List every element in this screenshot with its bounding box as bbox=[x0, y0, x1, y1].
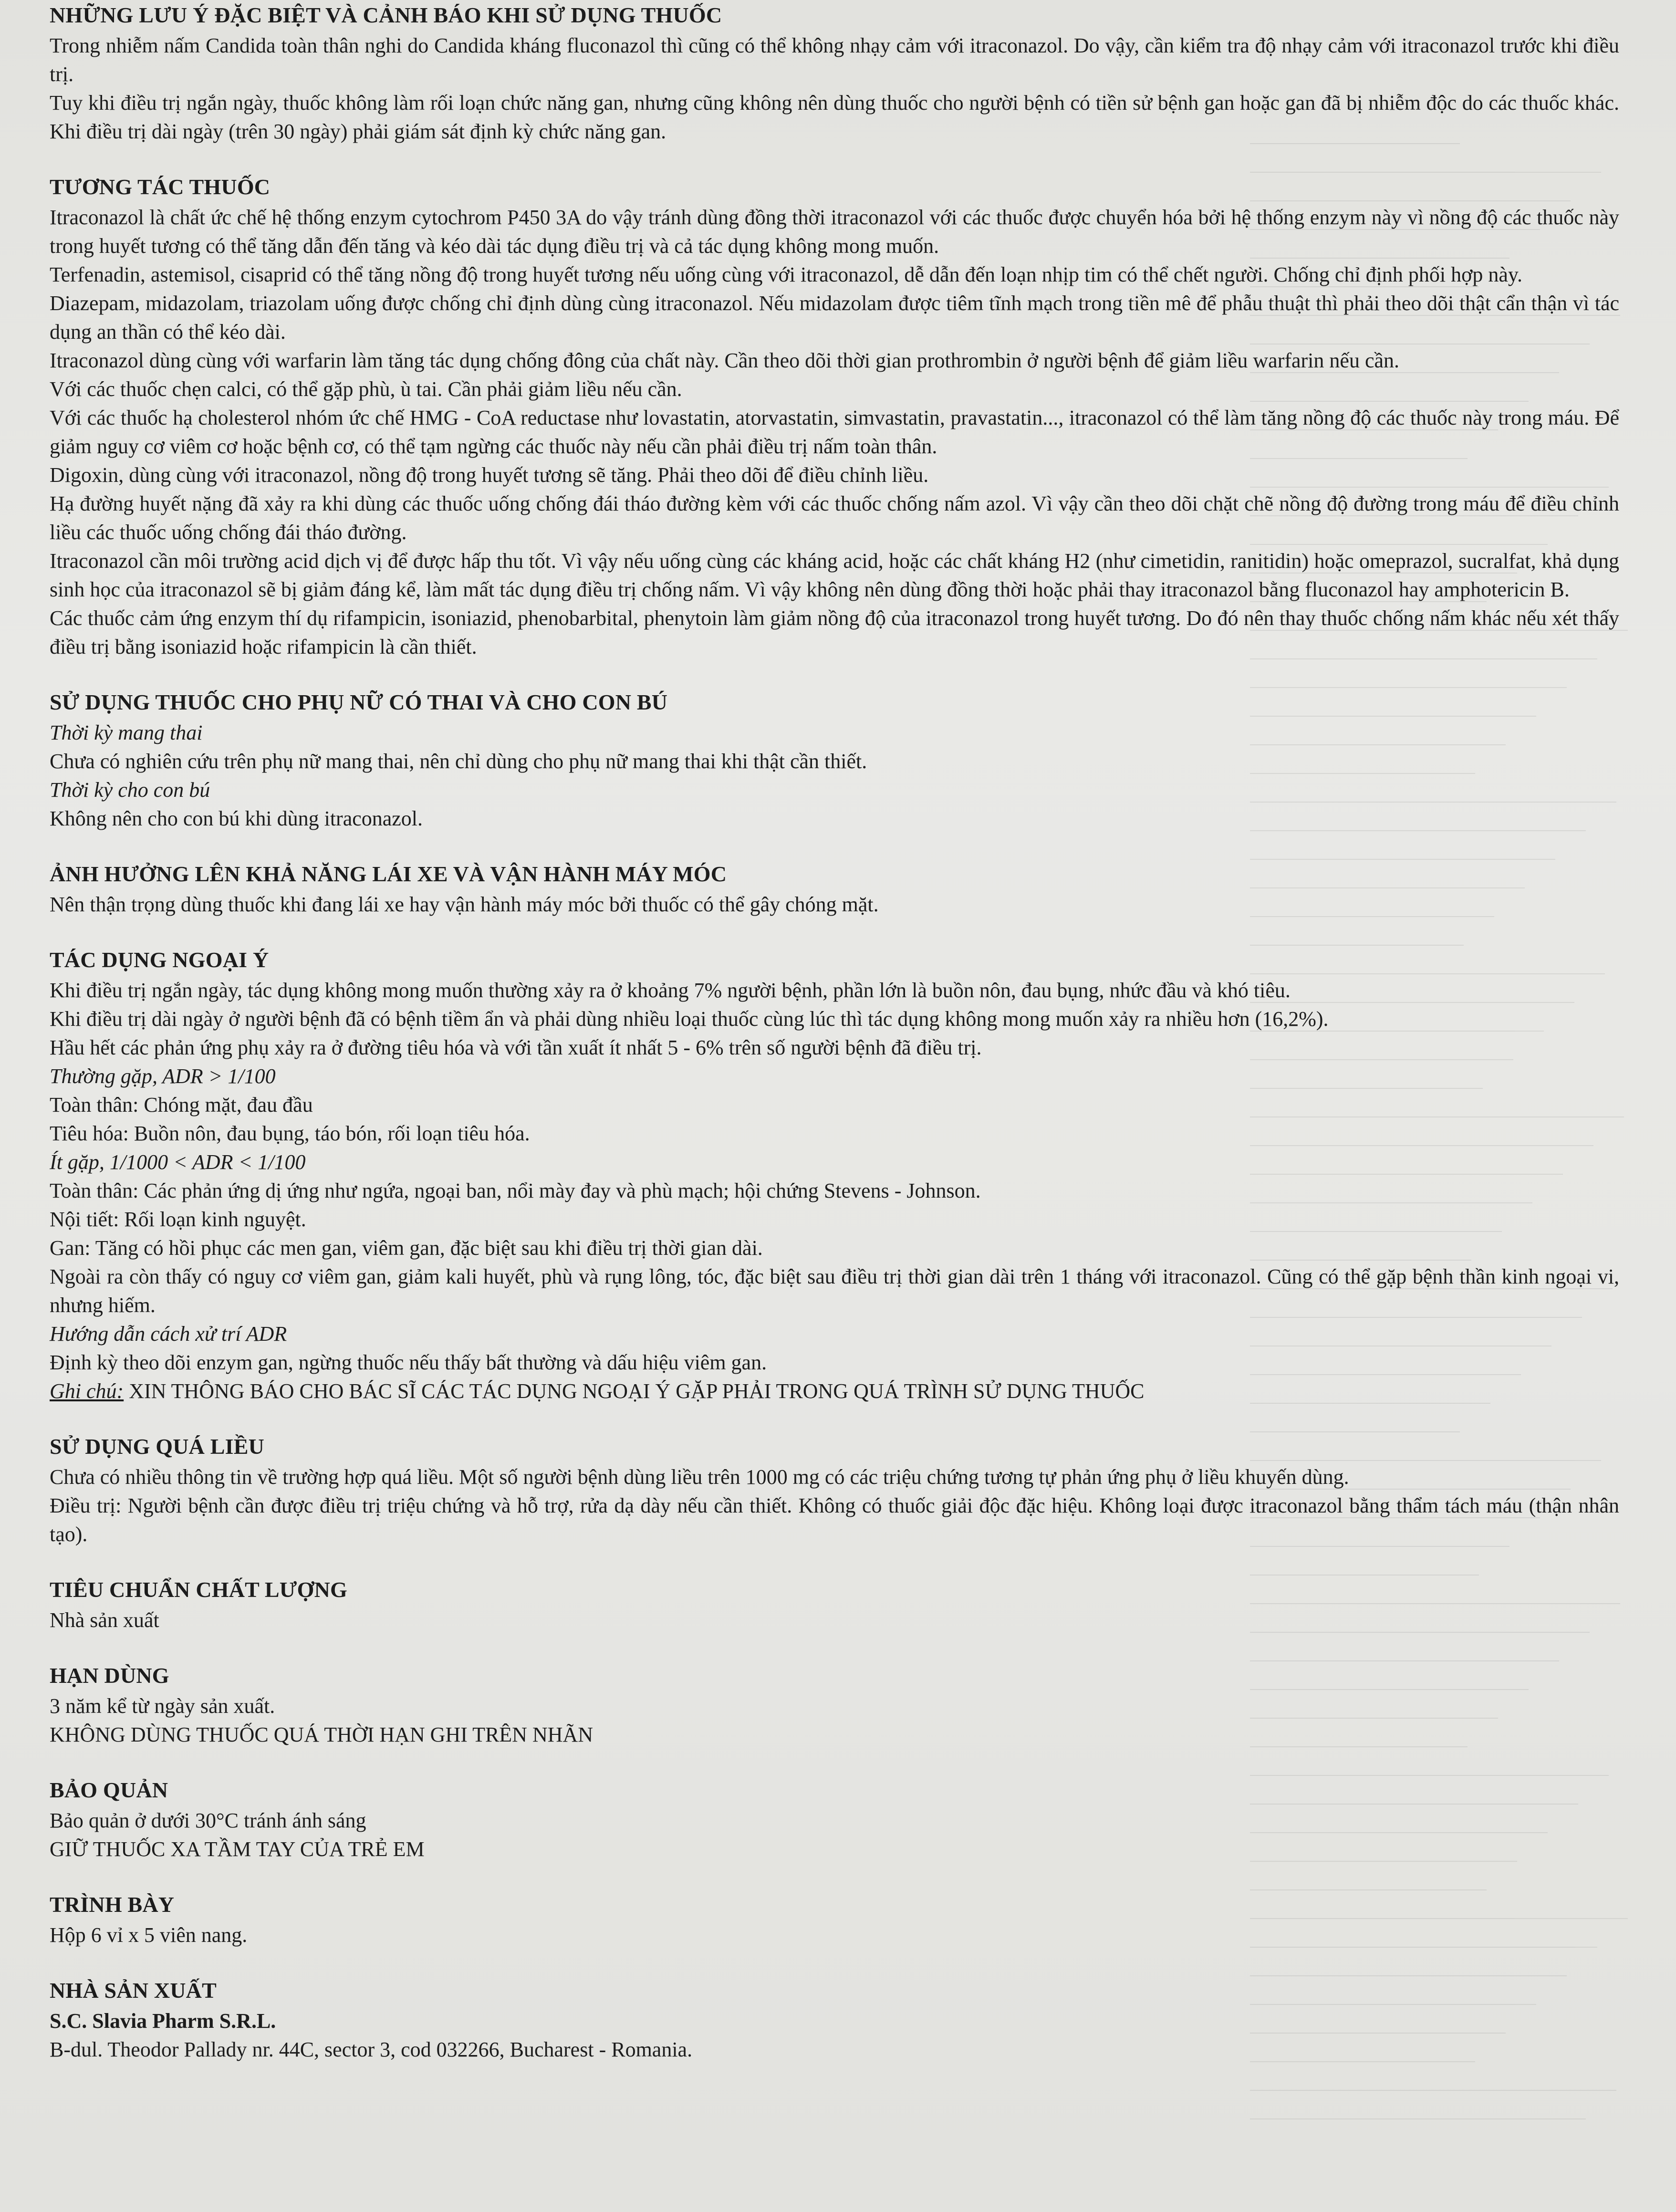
paragraph: Khi điều trị ngắn ngày, tác dụng không mong muốn thường xảy ra ở khoảng 7% người bệnh, phần lớn là buồn nôn, đau bụng, nhức đầu và khó tiêu. bbox=[50, 979, 1291, 1002]
paragraph: Toàn thân: Các phản ứng dị ứng như ngứa, ngoại ban, nổi mày đay và phù mạch; hội chứng Stevens - Johnson. bbox=[50, 1179, 981, 1202]
section-special-warnings bbox=[50, 2, 1619, 146]
section-drug-interactions bbox=[50, 174, 1619, 661]
manufacturer-address: B-dul. Theodor Pallady nr. 44C, sector 3, cod 032266, Bucharest - Romania. bbox=[50, 2038, 693, 2061]
paragraph: 3 năm kể từ ngày sản xuất. bbox=[50, 1694, 275, 1718]
paragraph: Itraconazol dùng cùng với warfarin làm tăng tác dụng chống đông của chất này. Cần theo dõi thời gian prothrombin ở người bệnh để giảm liều warfarin nếu cần. bbox=[50, 349, 1399, 372]
paragraph: Diazepam, midazolam, triazolam uống được chống chỉ định dùng cùng itraconazol. Nếu midazolam được tiêm tĩnh mạch trong tiền mê để phẫu thuật thì phải theo dõi thật cẩn thận vì tác dụng an thần có thể kéo dài. bbox=[50, 292, 1619, 344]
section-storage bbox=[50, 1777, 1619, 1864]
section-adverse-effects bbox=[50, 947, 1619, 1406]
section-heading: NHÀ SẢN XUẤT bbox=[50, 1978, 217, 2003]
paragraph: Digoxin, dùng cùng với itraconazol, nồng độ trong huyết tương sẽ tăng. Phải theo dõi để điều chỉnh liều. bbox=[50, 463, 929, 487]
section-driving bbox=[50, 861, 1619, 919]
paragraph: GIỮ THUỐC XA TẦM TAY CỦA TRẺ EM bbox=[50, 1837, 425, 1861]
paragraph: Định kỳ theo dõi enzym gan, ngừng thuốc nếu thấy bất thường và dấu hiệu viêm gan. bbox=[50, 1351, 767, 1374]
section-manufacturer bbox=[50, 1977, 1619, 2064]
paragraph: Nên thận trọng dùng thuốc khi đang lái xe hay vận hành máy móc bởi thuốc có thể gây chóng mặt. bbox=[50, 893, 879, 916]
section-heading: TIÊU CHUẨN CHẤT LƯỢNG bbox=[50, 1577, 347, 1602]
paragraph: Với các thuốc chẹn calci, có thể gặp phù, ù tai. Cần phải giảm liều nếu cần. bbox=[50, 377, 682, 401]
subheading: Ít gặp, 1/1000 < ADR < 1/100 bbox=[50, 1150, 306, 1174]
paragraph: KHÔNG DÙNG THUỐC QUÁ THỜI HẠN GHI TRÊN NHÃN bbox=[50, 1723, 593, 1746]
manufacturer-name: S.C. Slavia Pharm S.R.L. bbox=[50, 2009, 276, 2033]
paragraph: Trong nhiễm nấm Candida toàn thân nghi do Candida kháng fluconazol thì cũng có thể không nhạy cảm với itraconazol. Do vậy, cần kiểm tra độ nhạy cảm với itraconazol trước khi điều trị. bbox=[50, 34, 1619, 86]
section-heading: SỬ DỤNG THUỐC CHO PHỤ NỮ CÓ THAI VÀ CHO CON BÚ bbox=[50, 690, 668, 714]
paragraph: Itraconazol cần môi trường acid dịch vị để được hấp thu tốt. Vì vậy nếu uống cùng các kháng acid, hoặc các chất kháng H2 (như cimetidin, ranitidin) hoặc omeprazol, sucralfat, khả dụng sinh học của itraconazol sẽ bị giảm đáng kể, làm mất tác dụng điều trị chống nấm. Vì vậy không nên dùng đồng thời hoặc phải thay itraconazol bằng fluconazol hay amphotericin B. bbox=[50, 549, 1619, 601]
section-heading: TRÌNH BÀY bbox=[50, 1892, 175, 1917]
paragraph: Điều trị: Người bệnh cần được điều trị triệu chứng và hỗ trợ, rửa dạ dày nếu cần thiết. Không có thuốc giải độc đặc hiệu. Không loại được itraconazol bằng thẩm tách máu (thận nhân tạo). bbox=[50, 1494, 1619, 1546]
section-heading: TÁC DỤNG NGOẠI Ý bbox=[50, 948, 269, 972]
section-heading: BẢO QUẢN bbox=[50, 1778, 168, 1802]
paragraph: Itraconazol là chất ức chế hệ thống enzym cytochrom P450 3A do vậy tránh dùng đồng thời itraconazol với các thuốc được chuyển hóa bởi hệ thống enzym này vì nồng độ các thuốc này trong huyết tương có thể tăng dẫn đến tăng và kéo dài tác dụng điều trị và cả tác dụng không mong muốn. bbox=[50, 206, 1619, 258]
section-heading: NHỮNG LƯU Ý ĐẶC BIỆT VÀ CẢNH BÁO KHI SỬ DỤNG THUỐC bbox=[50, 3, 722, 27]
paragraph: Tuy khi điều trị ngắn ngày, thuốc không làm rối loạn chức năng gan, nhưng cũng không nên dùng thuốc cho người bệnh có tiền sử bệnh gan hoặc gan đã bị nhiễm độc do các thuốc khác. Khi điều trị dài ngày (trên 30 ngày) phải giám sát định kỳ chức năng gan. bbox=[50, 91, 1619, 143]
paragraph: Terfenadin, astemisol, cisaprid có thể tăng nồng độ trong huyết tương nếu uống cùng với itraconazol, dễ dẫn đến loạn nhịp tim có thể chết người. Chống chỉ định phối hợp này. bbox=[50, 263, 1523, 286]
paragraph: Hầu hết các phản ứng phụ xảy ra ở đường tiêu hóa và với tần xuất ít nhất 5 - 6% trên số người bệnh đã điều trị. bbox=[50, 1036, 982, 1059]
paragraph: Hạ đường huyết nặng đã xảy ra khi dùng các thuốc uống chống đái tháo đường kèm với các thuốc chống nấm azol. Vì vậy cần theo dõi chặt chẽ nồng độ đường trong máu để điều chỉnh liều các thuốc uống chống đái tháo đường. bbox=[50, 492, 1619, 544]
paragraph: Ngoài ra còn thấy có nguy cơ viêm gan, giảm kali huyết, phù và rụng lông, tóc, đặc biệt sau điều trị thời gian dài trên 1 tháng với itraconazol. Cũng có thể gặp bệnh thần kinh ngoại vi, nhưng hiếm. bbox=[50, 1265, 1619, 1317]
note-text: XIN THÔNG BÁO CHO BÁC SĨ CÁC TÁC DỤNG NGOẠI Ý GẶP PHẢI TRONG QUÁ TRÌNH SỬ DỤNG THUỐC bbox=[124, 1379, 1145, 1403]
paragraph: Khi điều trị dài ngày ở người bệnh đã có bệnh tiềm ẩn và phải dùng nhiều loại thuốc cùng lúc thì tác dụng không mong muốn xảy ra nhiều hơn (16,2%). bbox=[50, 1007, 1329, 1031]
section-pregnancy-lactation bbox=[50, 689, 1619, 833]
subheading: Thời kỳ cho con bú bbox=[50, 778, 210, 802]
paragraph: Với các thuốc hạ cholesterol nhóm ức chế HMG - CoA reductase như lovastatin, atorvastatin, simvastatin, pravastatin..., itraconazol có thể làm tăng nồng độ các thuốc này trong máu. Để giảm nguy cơ viêm cơ hoặc bệnh cơ, có thể tạm ngừng các thuốc này nếu cần phải điều trị nấm toàn thân. bbox=[50, 406, 1619, 458]
section-overdose bbox=[50, 1433, 1619, 1549]
paragraph: Nhà sản xuất bbox=[50, 1608, 159, 1632]
section-heading: HẠN DÙNG bbox=[50, 1663, 169, 1688]
paragraph: Chưa có nghiên cứu trên phụ nữ mang thai, nên chỉ dùng cho phụ nữ mang thai khi thật cần thiết. bbox=[50, 750, 867, 773]
paragraph: Chưa có nhiều thông tin về trường hợp quá liều. Một số người bệnh dùng liều trên 1000 mg có các triệu chứng tương tự phản ứng phụ ở liều khuyến dùng. bbox=[50, 1465, 1349, 1489]
section-presentation bbox=[50, 1891, 1619, 1950]
paragraph: Không nên cho con bú khi dùng itraconazol. bbox=[50, 807, 423, 830]
section-heading: ẢNH HƯỞNG LÊN KHẢ NĂNG LÁI XE VÀ VẬN HÀNH MÁY MÓC bbox=[50, 862, 727, 886]
show-through-line bbox=[1250, 2118, 1586, 2119]
paragraph: Các thuốc cảm ứng enzym thí dụ rifampicin, isoniazid, phenobarbital, phenytoin làm giảm nồng độ của itraconazol trong huyết tương. Do đó nên thay thuốc chống nấm khác nếu xét thấy điều trị bằng isoniazid hoặc rifampicin là cần thiết. bbox=[50, 606, 1619, 658]
paragraph: Toàn thân: Chóng mặt, đau đầu bbox=[50, 1093, 313, 1116]
section-quality-standard bbox=[50, 1576, 1619, 1635]
paragraph: Nội tiết: Rối loạn kinh nguyệt. bbox=[50, 1208, 306, 1231]
subheading: Thời kỳ mang thai bbox=[50, 721, 203, 744]
section-shelf-life bbox=[50, 1662, 1619, 1749]
section-heading: TƯƠNG TÁC THUỐC bbox=[50, 175, 271, 199]
leaflet-content bbox=[50, 2, 1619, 2092]
paragraph: Gan: Tăng có hồi phục các men gan, viêm gan, đặc biệt sau khi điều trị thời gian dài. bbox=[50, 1236, 763, 1260]
paragraph: Hộp 6 vỉ x 5 viên nang. bbox=[50, 1923, 248, 1947]
paragraph: Tiêu hóa: Buồn nôn, đau bụng, táo bón, rối loạn tiêu hóa. bbox=[50, 1122, 530, 1145]
note-line bbox=[50, 1377, 1619, 1406]
section-heading: SỬ DỤNG QUÁ LIỀU bbox=[50, 1434, 265, 1459]
subheading: Hướng dẫn cách xử trí ADR bbox=[50, 1322, 287, 1346]
paragraph: Bảo quản ở dưới 30°C tránh ánh sáng bbox=[50, 1809, 366, 1832]
subheading: Thường gặp, ADR > 1/100 bbox=[50, 1064, 276, 1088]
note-label: Ghi chú: bbox=[50, 1379, 124, 1403]
